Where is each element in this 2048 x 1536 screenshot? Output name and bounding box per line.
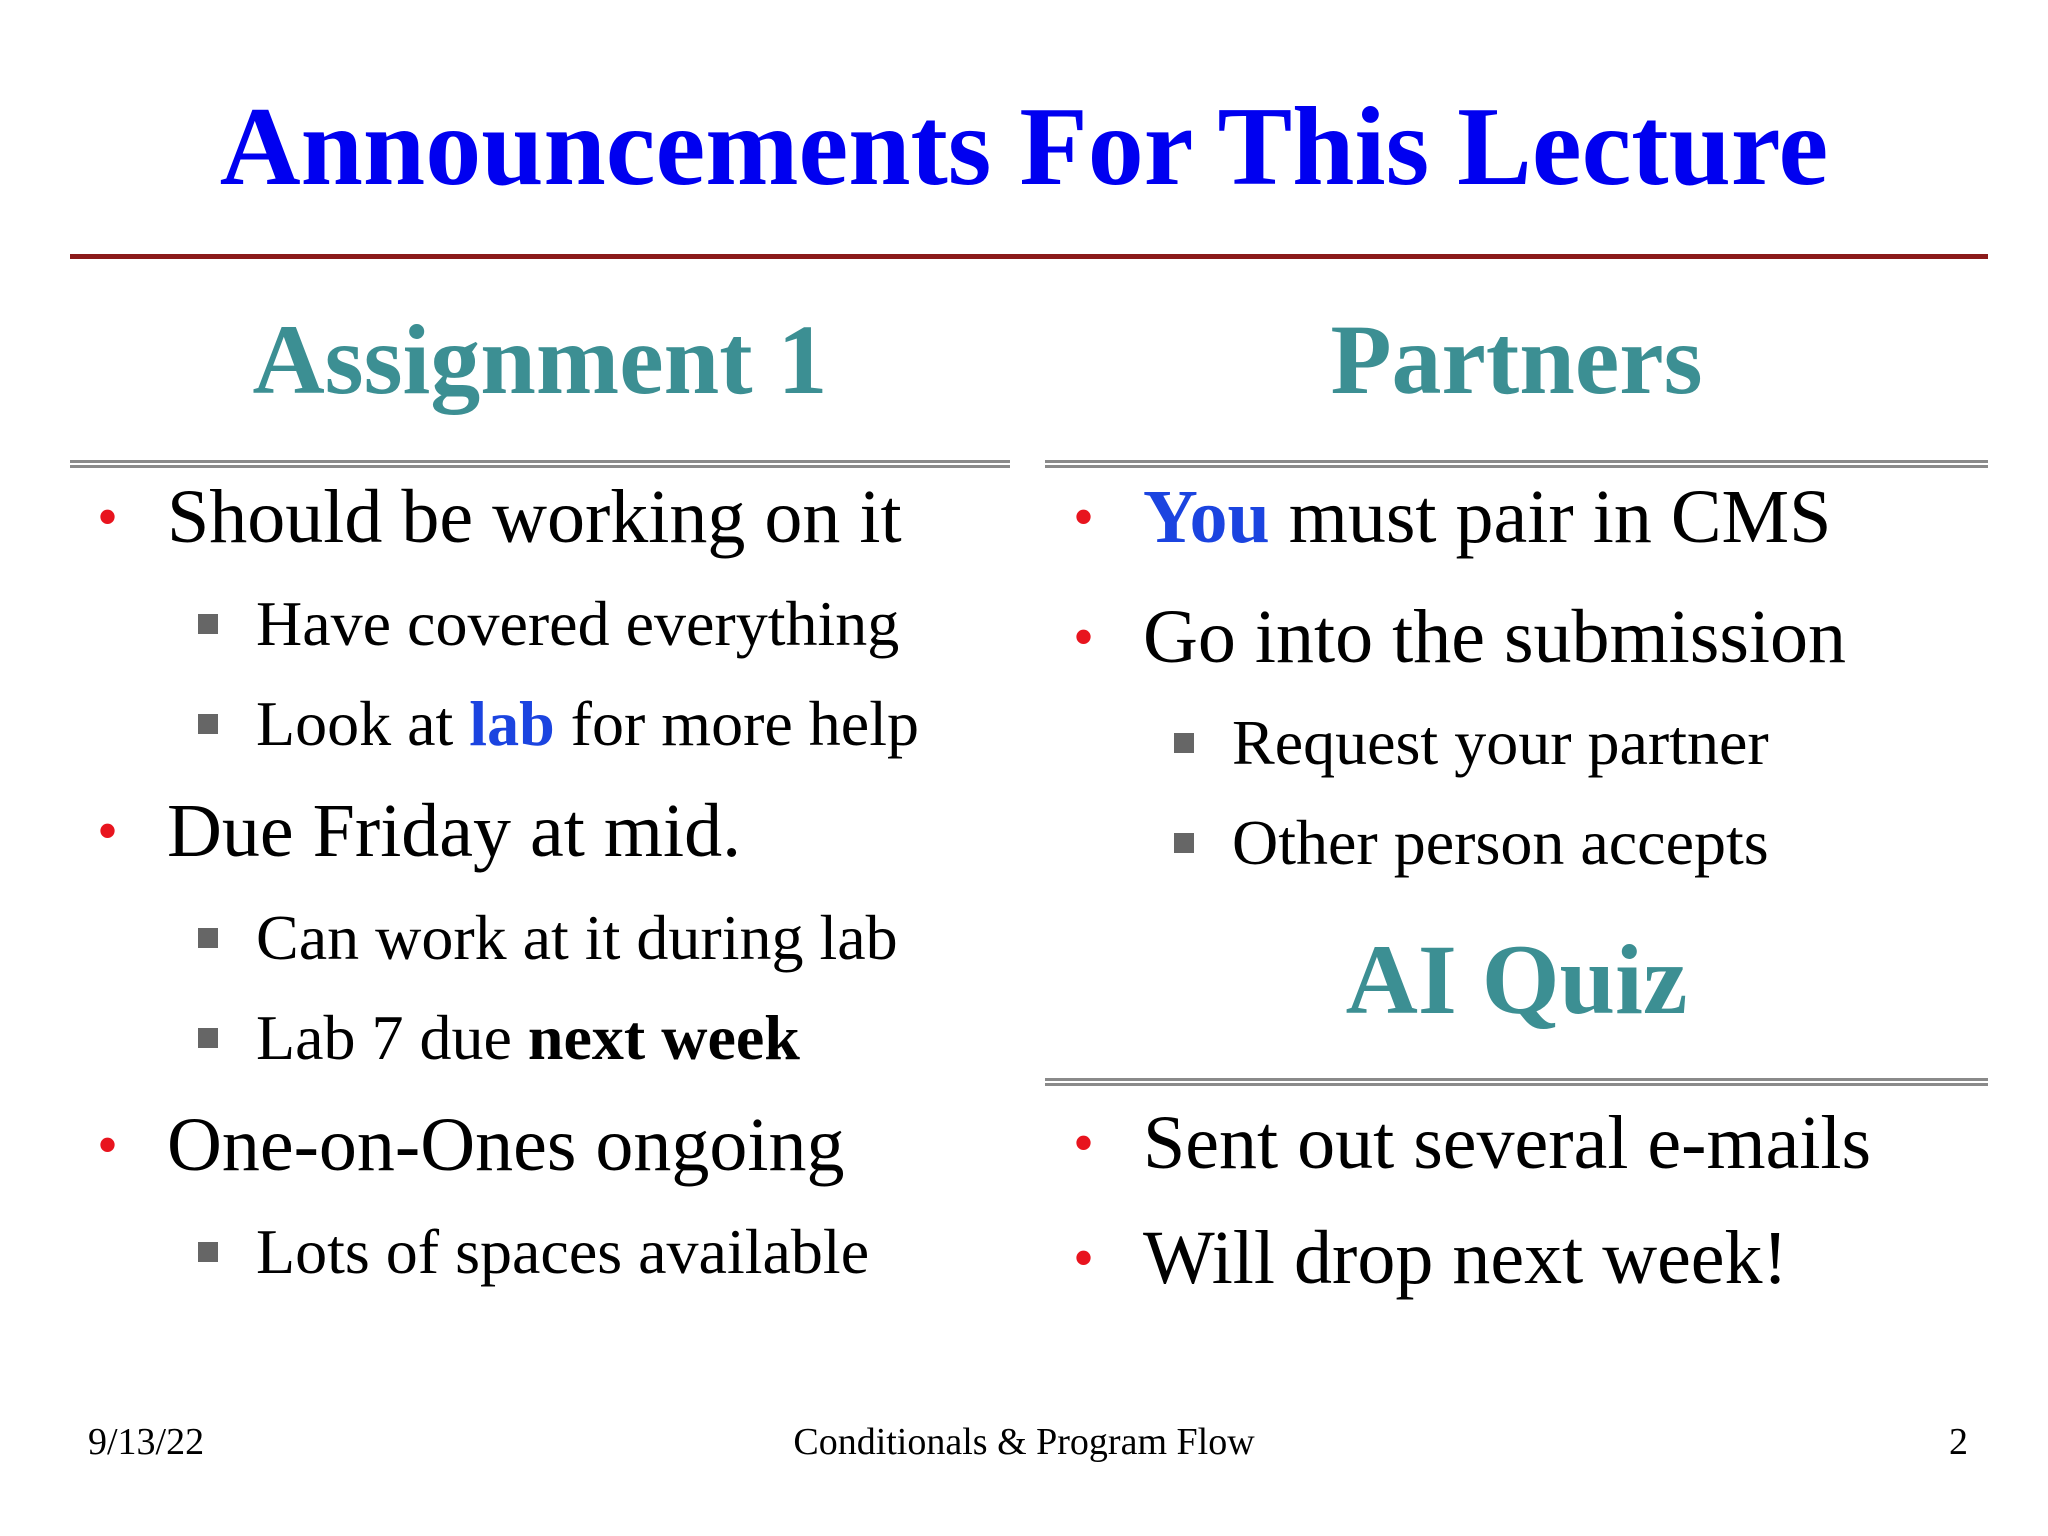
bullet-go-into-submission: • Go into the submission [1143, 592, 1846, 682]
bullet-dot: • [1073, 1110, 1095, 1176]
ai-quiz-divider [1045, 1078, 1988, 1086]
slide-title: Announcements For This Lecture [219, 85, 1829, 209]
bullet-dot: • [97, 1112, 119, 1178]
subbullet-other-accepts: Other person accepts [1232, 803, 1769, 883]
partners-heading: Partners [1330, 304, 1703, 415]
footer-page-number: 2 [1949, 1421, 1968, 1463]
footer-course-title: Conditionals & Program Flow [793, 1421, 1255, 1463]
bullet-dot: • [1073, 484, 1095, 550]
subbullet-lab7-due: Lab 7 due next week [256, 998, 800, 1078]
bullet-drop-next-week: • Will drop next week! [1143, 1213, 1788, 1303]
square-bullet-icon [198, 1028, 218, 1048]
bullet-dot: • [1073, 604, 1095, 670]
square-bullet-icon [1174, 733, 1194, 753]
subbullet-work-during-lab: Can work at it during lab [256, 898, 898, 978]
lab-link-text: lab [469, 688, 555, 759]
bullet-sent-emails: • Sent out several e-mails [1143, 1098, 1871, 1188]
square-bullet-icon [198, 614, 218, 634]
subbullet-spaces-available: Lots of spaces available [256, 1212, 869, 1292]
square-bullet-icon [198, 1242, 218, 1262]
square-bullet-icon [1174, 833, 1194, 853]
bullet-dot: • [97, 484, 119, 550]
subbullet-have-covered: Have covered everything [256, 584, 899, 664]
assignment-divider [70, 460, 1010, 468]
square-bullet-icon [198, 714, 218, 734]
title-divider [70, 254, 1988, 259]
bullet-dot: • [97, 798, 119, 864]
ai-quiz-heading: AI Quiz [1345, 924, 1688, 1035]
bullet-due-friday: • Due Friday at mid. [167, 786, 741, 876]
bullet-one-on-ones: • One-on-Ones ongoing [167, 1100, 845, 1190]
bullet-you-must-pair: • You must pair in CMS [1143, 472, 1831, 562]
partners-divider [1045, 460, 1988, 468]
assignment-heading: Assignment 1 [252, 304, 828, 415]
footer-date: 9/13/22 [88, 1421, 205, 1463]
bullet-should-be-working: • Should be working on it [167, 472, 902, 562]
subbullet-look-at-lab: Look at lab for more help [256, 684, 919, 764]
subbullet-request-partner: Request your partner [1232, 703, 1769, 783]
square-bullet-icon [198, 928, 218, 948]
bullet-dot: • [1073, 1225, 1095, 1291]
